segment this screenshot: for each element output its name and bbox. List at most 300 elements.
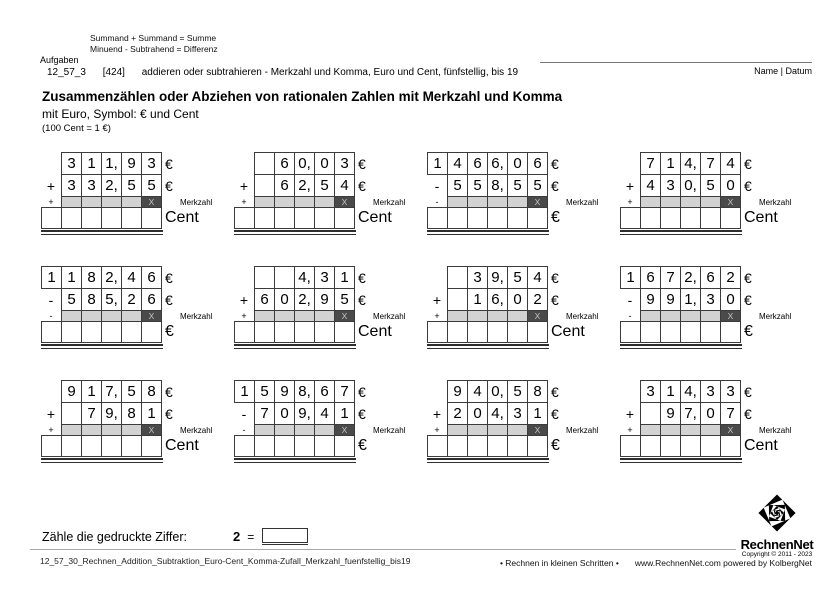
operand-row [234, 380, 405, 403]
digit-cell: 3 [141, 152, 162, 175]
digit-cell: 3 [467, 266, 488, 289]
digit-cell: 8 [527, 380, 548, 403]
result-cell[interactable] [620, 321, 641, 343]
operand-row [41, 174, 212, 197]
digit-cell: 6 [254, 288, 275, 311]
digit-cell [254, 266, 275, 289]
result-cell[interactable] [467, 321, 488, 343]
operand-row [620, 152, 791, 175]
digit-cell: 5 [700, 174, 721, 197]
digit-cell: 9 [274, 380, 295, 403]
digit-cell: 5 [314, 174, 335, 197]
digit-cell: 9 [121, 152, 142, 175]
result-row [234, 435, 405, 457]
result-cell[interactable] [141, 435, 162, 457]
sum-line [620, 458, 742, 463]
count-task [42, 528, 308, 545]
count-answer-box-underline [262, 528, 308, 545]
digit-cell: 6 [314, 380, 335, 403]
digit-cell: 1 [660, 152, 681, 175]
footer-slogan: • Rechnen in kleinen Schritten • [499, 558, 619, 568]
digit-cell: 0 [467, 402, 488, 425]
result-unit-label: € [744, 323, 753, 340]
result-cell[interactable] [254, 321, 275, 343]
formula-hints [90, 33, 218, 55]
result-cell[interactable] [234, 435, 255, 457]
digit-cell: 3 [640, 380, 661, 403]
sum-line [427, 344, 549, 349]
digit-cell [447, 266, 468, 289]
euro-label: € [744, 155, 752, 172]
digit-cell: 8, [487, 174, 508, 197]
digit-cell: 5 [507, 380, 528, 403]
digit-cell: 6 [640, 266, 661, 289]
operand-row [234, 152, 405, 175]
operand-row [620, 174, 791, 197]
result-unit-label: Cent [165, 209, 199, 226]
digit-cell: 4 [527, 266, 548, 289]
operand-gutter [427, 266, 447, 289]
digit-cell: 4 [334, 174, 355, 197]
digit-cell [61, 402, 82, 425]
sum-line [41, 458, 163, 463]
page-title: Zusammenzählen oder Abziehen von rationalen Zahlen mit Merkzahl und Komma [42, 89, 563, 104]
operand-row [427, 402, 598, 425]
result-row [234, 207, 405, 229]
operand-row [427, 152, 598, 175]
digit-cell: 1 [81, 152, 102, 175]
result-unit-label: Cent [358, 209, 392, 226]
digit-cell: 0 [700, 402, 721, 425]
result-cell[interactable] [660, 321, 681, 343]
aufgaben-label: Aufgaben [40, 55, 79, 65]
digit-cell: 3 [700, 380, 721, 403]
result-cell[interactable] [527, 321, 548, 343]
digit-cell: 1 [334, 402, 355, 425]
merkzahl-x-cell: X [720, 310, 741, 322]
digit-cell: 1 [334, 266, 355, 289]
result-cell[interactable] [720, 207, 741, 229]
result-cell[interactable] [660, 207, 681, 229]
result-cell[interactable] [234, 207, 255, 229]
euro-label: € [744, 405, 752, 422]
result-cell[interactable] [507, 321, 528, 343]
operand-gutter [620, 380, 640, 403]
page-subtitle: mit Euro, Symbol: € und Cent [42, 107, 199, 121]
result-unit-label: Cent [358, 323, 392, 340]
operand-row [427, 380, 598, 403]
digit-cell: 5 [467, 174, 488, 197]
result-cell[interactable] [334, 435, 355, 457]
operand-row [41, 380, 212, 403]
digit-cell: 9 [314, 288, 335, 311]
result-cell[interactable] [314, 435, 335, 457]
euro-label: € [358, 155, 366, 172]
merkzahl-label: Merkzahl [566, 425, 599, 435]
sum-line [234, 458, 356, 463]
problem-block [234, 266, 405, 349]
merkzahl-operator-sign: - [49, 311, 53, 321]
result-cell[interactable] [314, 321, 335, 343]
sum-line [41, 344, 163, 349]
operand-gutter [41, 152, 61, 175]
digit-cell: 9 [660, 402, 681, 425]
digit-cell: 0 [720, 288, 741, 311]
result-cell[interactable] [61, 321, 82, 343]
euro-label: € [744, 269, 752, 286]
result-cell[interactable] [254, 435, 275, 457]
digit-cell: 2 [720, 266, 741, 289]
problem-block [41, 152, 212, 235]
euro-label: € [165, 383, 173, 400]
result-cell[interactable] [487, 207, 508, 229]
digit-cell: 7, [101, 380, 122, 403]
digit-cell [447, 288, 468, 311]
merkzahl-x-cell: X [334, 310, 355, 322]
merkzahl-label: Merkzahl [759, 197, 792, 207]
result-cell[interactable] [101, 435, 122, 457]
digit-cell: 1 [61, 266, 82, 289]
footer-filename: 12_57_30_Rechnen_Addition_Subtraktion_Euro-Cent_Komma-Zufall_Merkzahl_fuenfstellig_bis19 [40, 556, 411, 566]
operand-gutter [620, 152, 640, 175]
result-cell[interactable] [680, 321, 701, 343]
digit-cell: 4 [314, 402, 335, 425]
digit-cell: 5 [254, 380, 275, 403]
operator-sign: + [625, 177, 635, 194]
merkzahl-operator-sign: + [241, 197, 247, 207]
digit-cell: 8 [121, 402, 142, 425]
merkzahl-operator-sign: + [627, 425, 633, 435]
result-cell[interactable] [141, 321, 162, 343]
logo-name: RechnenNet [740, 537, 814, 552]
euro-label: € [358, 405, 366, 422]
footer-links [500, 558, 812, 568]
result-cell[interactable] [660, 435, 681, 457]
result-cell[interactable] [81, 435, 102, 457]
task-header [47, 67, 518, 78]
result-cell[interactable] [467, 435, 488, 457]
digit-cell: 0 [314, 152, 335, 175]
result-row [234, 321, 405, 343]
digit-cell: 0 [507, 152, 528, 175]
digit-cell: 6 [467, 152, 488, 175]
result-row [620, 207, 791, 229]
digit-cell: 6 [274, 174, 295, 197]
euro-label: € [165, 269, 173, 286]
digit-cell: 5, [101, 288, 122, 311]
logo-copyright: Copyright © 2011 - 2023 [741, 551, 813, 558]
result-cell[interactable] [81, 207, 102, 229]
merkzahl-label: Merkzahl [180, 311, 213, 321]
digit-cell [254, 174, 275, 197]
result-cell[interactable] [314, 207, 335, 229]
digit-cell: 0 [274, 402, 295, 425]
operator-sign: + [625, 405, 635, 422]
result-cell[interactable] [640, 321, 661, 343]
digit-cell: 3 [507, 402, 528, 425]
result-cell[interactable] [700, 435, 721, 457]
digit-cell: 5 [121, 380, 142, 403]
merkzahl-x-cell: X [141, 196, 162, 208]
digit-cell: 2, [680, 266, 701, 289]
result-cell[interactable] [447, 321, 468, 343]
result-cell[interactable] [487, 435, 508, 457]
digit-cell: 4 [720, 152, 741, 175]
result-cell[interactable] [700, 321, 721, 343]
merkzahl-label: Merkzahl [373, 197, 406, 207]
digit-cell: 9, [101, 402, 122, 425]
task-id: 12_57_3 [47, 67, 86, 78]
merkzahl-operator-sign: + [48, 425, 54, 435]
merkzahl-x-cell: X [720, 196, 741, 208]
euro-label: € [551, 269, 559, 286]
result-cell[interactable] [447, 435, 468, 457]
digit-cell: 5 [447, 174, 468, 197]
result-unit-label: € [358, 437, 367, 454]
digit-cell: 9, [487, 266, 508, 289]
euro-label: € [551, 291, 559, 308]
result-cell[interactable] [467, 207, 488, 229]
euro-label: € [744, 291, 752, 308]
result-cell[interactable] [527, 207, 548, 229]
euro-label: € [744, 383, 752, 400]
result-cell[interactable] [720, 435, 741, 457]
result-cell[interactable] [41, 321, 62, 343]
merkzahl-label: Merkzahl [373, 311, 406, 321]
operator-sign: + [432, 291, 442, 308]
digit-cell: 6 [527, 152, 548, 175]
digit-cell [254, 152, 275, 175]
euro-label: € [358, 291, 366, 308]
conversion-note: (100 Cent = 1 €) [42, 123, 111, 134]
sum-line [620, 344, 742, 349]
count-digit: 2 [232, 529, 241, 544]
digit-cell: 8, [294, 380, 315, 403]
result-cell[interactable] [620, 207, 641, 229]
operand-row [41, 402, 212, 425]
digit-cell: 6 [274, 152, 295, 175]
result-cell[interactable] [294, 207, 315, 229]
result-cell[interactable] [680, 207, 701, 229]
result-cell[interactable] [41, 435, 62, 457]
digit-cell: 3 [720, 380, 741, 403]
digit-cell: 2, [294, 174, 315, 197]
result-cell[interactable] [427, 207, 448, 229]
merkzahl-x-cell: X [527, 310, 548, 322]
merkzahl-x-cell: X [720, 424, 741, 436]
result-cell[interactable] [294, 321, 315, 343]
euro-label: € [551, 405, 559, 422]
digit-cell: 6 [141, 266, 162, 289]
digit-cell: 7 [660, 266, 681, 289]
digit-cell: 0, [294, 152, 315, 175]
digit-cell: 2, [294, 288, 315, 311]
result-cell[interactable] [61, 207, 82, 229]
digit-cell: 4, [487, 402, 508, 425]
operand-row [234, 288, 405, 311]
result-row [427, 207, 598, 229]
digit-cell: 3 [334, 152, 355, 175]
digit-cell: 9, [294, 402, 315, 425]
result-cell[interactable] [680, 435, 701, 457]
result-cell[interactable] [141, 207, 162, 229]
footer-divider [30, 549, 812, 550]
rechnennet-logo-icon [752, 521, 802, 538]
result-cell[interactable] [427, 321, 448, 343]
result-cell[interactable] [640, 435, 661, 457]
merkzahl-operator-sign: + [434, 425, 440, 435]
digit-cell: 9 [660, 288, 681, 311]
count-task-label: Zähle die gedruckte Ziffer: [42, 529, 187, 544]
result-cell[interactable] [274, 321, 295, 343]
operator-sign: + [432, 405, 442, 422]
result-cell[interactable] [334, 321, 355, 343]
result-cell[interactable] [507, 435, 528, 457]
operand-gutter [234, 266, 254, 289]
result-cell[interactable] [700, 207, 721, 229]
digit-cell: 3 [81, 174, 102, 197]
digit-cell: 4 [447, 152, 468, 175]
result-cell[interactable] [81, 321, 102, 343]
task-description: addieren oder subtrahieren - Merkzahl und Komma, Euro und Cent, fünfstellig, bis 19 [141, 67, 519, 78]
problem-block [427, 380, 598, 463]
digit-cell: 2 [447, 402, 468, 425]
operand-row [41, 288, 212, 311]
operand-row [41, 266, 212, 289]
operand-gutter [234, 152, 254, 175]
result-cell[interactable] [447, 207, 468, 229]
task-code: [424] [102, 67, 125, 78]
merkzahl-operator-sign: + [434, 311, 440, 321]
digit-cell: 2, [101, 266, 122, 289]
operator-sign: - [241, 405, 247, 422]
euro-label: € [358, 383, 366, 400]
operand-row [41, 152, 212, 175]
result-cell[interactable] [507, 207, 528, 229]
result-row [620, 321, 791, 343]
result-row [41, 207, 212, 229]
count-answer-box[interactable] [262, 528, 308, 543]
result-row [427, 321, 598, 343]
operand-row [620, 266, 791, 289]
digit-cell: 1 [467, 288, 488, 311]
problem-block [234, 152, 405, 235]
merkzahl-x-cell: X [141, 310, 162, 322]
result-cell[interactable] [527, 435, 548, 457]
digit-cell: 3 [660, 174, 681, 197]
merkzahl-operator-sign: + [48, 197, 54, 207]
operator-sign: + [46, 405, 56, 422]
merkzahl-label: Merkzahl [566, 197, 599, 207]
result-cell[interactable] [640, 207, 661, 229]
result-cell[interactable] [101, 321, 122, 343]
digit-cell: 7, [680, 402, 701, 425]
sum-line [234, 344, 356, 349]
digit-cell: 5 [121, 174, 142, 197]
result-cell[interactable] [274, 435, 295, 457]
digit-cell: 4 [640, 174, 661, 197]
merkzahl-x-cell: X [527, 196, 548, 208]
digit-cell: 0 [720, 174, 741, 197]
merkzahl-x-cell: X [141, 424, 162, 436]
digit-cell: 7 [720, 402, 741, 425]
problem-block [620, 152, 791, 235]
result-cell[interactable] [720, 321, 741, 343]
result-unit-label: € [551, 209, 560, 226]
problem-block [620, 380, 791, 463]
operator-sign: - [627, 291, 633, 308]
digit-cell: 1 [41, 266, 62, 289]
merkzahl-label: Merkzahl [373, 425, 406, 435]
result-row [41, 321, 212, 343]
result-cell[interactable] [294, 435, 315, 457]
result-cell[interactable] [487, 321, 508, 343]
result-cell[interactable] [334, 207, 355, 229]
result-cell[interactable] [101, 207, 122, 229]
result-cell[interactable] [121, 207, 142, 229]
digit-cell: 5 [527, 174, 548, 197]
result-row [41, 435, 212, 457]
result-cell[interactable] [620, 435, 641, 457]
digit-cell: 6 [700, 266, 721, 289]
euro-label: € [744, 177, 752, 194]
digit-cell: 1 [660, 380, 681, 403]
sum-line [41, 230, 163, 235]
result-cell[interactable] [254, 207, 275, 229]
result-cell[interactable] [121, 435, 142, 457]
rechnennet-logo [736, 492, 818, 558]
operand-gutter [41, 380, 61, 403]
merkzahl-label: Merkzahl [759, 425, 792, 435]
result-cell[interactable] [427, 435, 448, 457]
merkzahl-x-cell: X [334, 424, 355, 436]
result-cell[interactable] [274, 207, 295, 229]
digit-cell: 5 [141, 174, 162, 197]
result-cell[interactable] [41, 207, 62, 229]
result-cell[interactable] [61, 435, 82, 457]
formula-difference: Minuend - Subtrahend = Differenz [90, 44, 218, 54]
digit-cell: 3 [314, 266, 335, 289]
digit-cell: 8 [81, 266, 102, 289]
result-cell[interactable] [234, 321, 255, 343]
footer-website: www.RechnenNet.com powered by KolbergNet [634, 558, 812, 568]
digit-cell: 2 [527, 288, 548, 311]
euro-label: € [551, 383, 559, 400]
digit-cell: 3 [61, 174, 82, 197]
operand-row [427, 288, 598, 311]
result-cell[interactable] [121, 321, 142, 343]
digit-cell: 8 [141, 380, 162, 403]
digit-cell: 6 [141, 288, 162, 311]
digit-cell: 4, [294, 266, 315, 289]
sum-line [620, 230, 742, 235]
operator-sign: + [46, 177, 56, 194]
digit-cell: 1 [234, 380, 255, 403]
equals-sign: = [247, 529, 255, 544]
merkzahl-operator-sign: + [241, 311, 247, 321]
digit-cell: 9 [447, 380, 468, 403]
problem-block [427, 266, 598, 349]
operand-row [427, 266, 598, 289]
merkzahl-x-cell: X [334, 196, 355, 208]
digit-cell: 1 [81, 380, 102, 403]
operand-row [620, 380, 791, 403]
digit-cell: 9 [640, 288, 661, 311]
operator-sign: + [239, 291, 249, 308]
problem-block [234, 380, 405, 463]
euro-label: € [165, 177, 173, 194]
problem-block [41, 380, 212, 463]
